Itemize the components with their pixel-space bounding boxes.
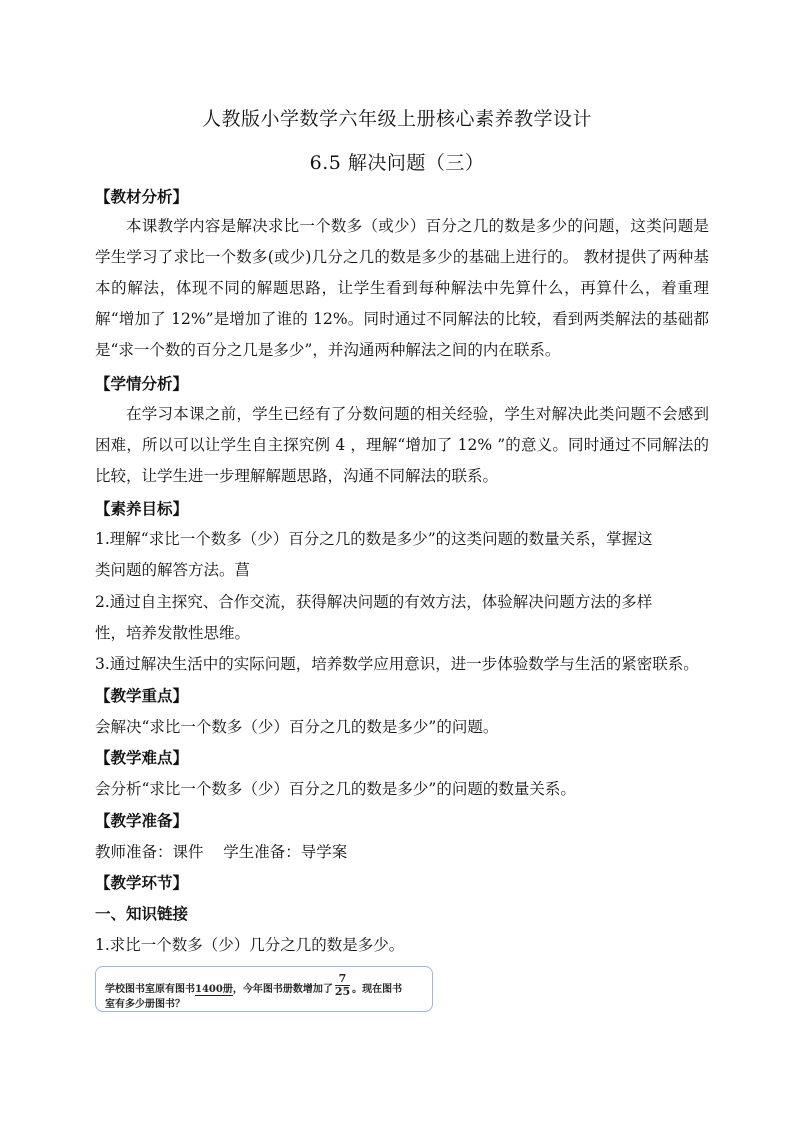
- step-1-heading: 一、知识链接: [95, 904, 189, 923]
- section-heading-jiaocai: 【教材分析】: [95, 187, 189, 206]
- goal-1-line-1: 1.理解“求比一个数多（少）百分之几的数是多少”的这类问题的数量关系，掌握这: [95, 530, 653, 548]
- goal-3: 3.通过解决生活中的实际问题，培养数学应用意识，进一步体验数学与生活的紧密联系。: [95, 655, 699, 673]
- fraction: [335, 973, 350, 998]
- step-1-item: 1.求比一个数多（少）几分之几的数是多少。: [95, 936, 405, 954]
- problem-underlined-quantity: 1400册: [195, 984, 233, 995]
- goal-2-line-2: 性，培养发散性思维。: [95, 624, 251, 642]
- section-heading-zhongdian: 【教学重点】: [95, 686, 189, 705]
- page-title: 人教版小学数学六年级上册核心素养教学设计: [201, 108, 592, 130]
- section-heading-zhunbei: 【教学准备】: [95, 811, 189, 830]
- section-heading-xueqing: 【学情分析】: [95, 374, 189, 393]
- section-body-jiaocai: 本课教学内容是解决求比一个数多（或少）百分之几的数是多少的问题，这类问题是学生学习了求比一个数多(或少)几分之几的数是多少的基础上进行的。 教材提供了两种基本的解法，体现不同的解题思路，让学生看到每种解法中先算什么，再算什么，着重理解“增加了 12%”是增加了谁的 12%。同时通过不同解法的比较，看到两类解法的基础都是“求一个数的百分之几是多少”，并沟通两种解法之间的内在联系。: [95, 217, 709, 359]
- section-body-zhongdian: 会解决“求比一个数多（少）百分之几的数是多少”的问题。: [95, 718, 499, 736]
- problem-text-b: ，今年图书册数增加了: [232, 984, 333, 995]
- problem-box: [95, 966, 433, 1012]
- goal-1-line-2: 类问题的解答方法。菖: [95, 561, 251, 579]
- goal-2-line-1: 2.通过自主探究、合作交流，获得解决问题的有效方法，体验解决问题方法的多样: [95, 593, 653, 611]
- lesson-subtitle: 6.5 解决问题（三）: [309, 152, 485, 174]
- problem-text-a: 学校图书室原有图书: [105, 984, 195, 995]
- section-heading-nandian: 【教学难点】: [95, 748, 189, 767]
- fraction-denominator: 25: [334, 985, 351, 998]
- section-body-zhunbei: 教师准备：课件 学生准备：导学案: [95, 843, 348, 861]
- section-heading-suyang: 【素养目标】: [95, 499, 189, 518]
- section-heading-huanjie: 【教学环节】: [95, 873, 189, 892]
- section-body-nandian: 会分析“求比一个数多（少）百分之几的数是多少”的问题的数量关系。: [95, 780, 576, 798]
- section-body-xueqing: 在学习本课之前，学生已经有了分数问题的相关经验，学生对解决此类问题不会感到困难，所以可以让学生自主探究例 4 ，理解“增加了 12% ”的意义。同时通过不同解法的比较，让学生进一步理解解题思路，沟通不同解法的联系。: [95, 405, 709, 485]
- problem-line-2: 室有多少册图书？: [105, 999, 185, 1010]
- problem-text-c: 。现在图书: [352, 984, 403, 995]
- fraction-numerator: 7: [335, 973, 350, 986]
